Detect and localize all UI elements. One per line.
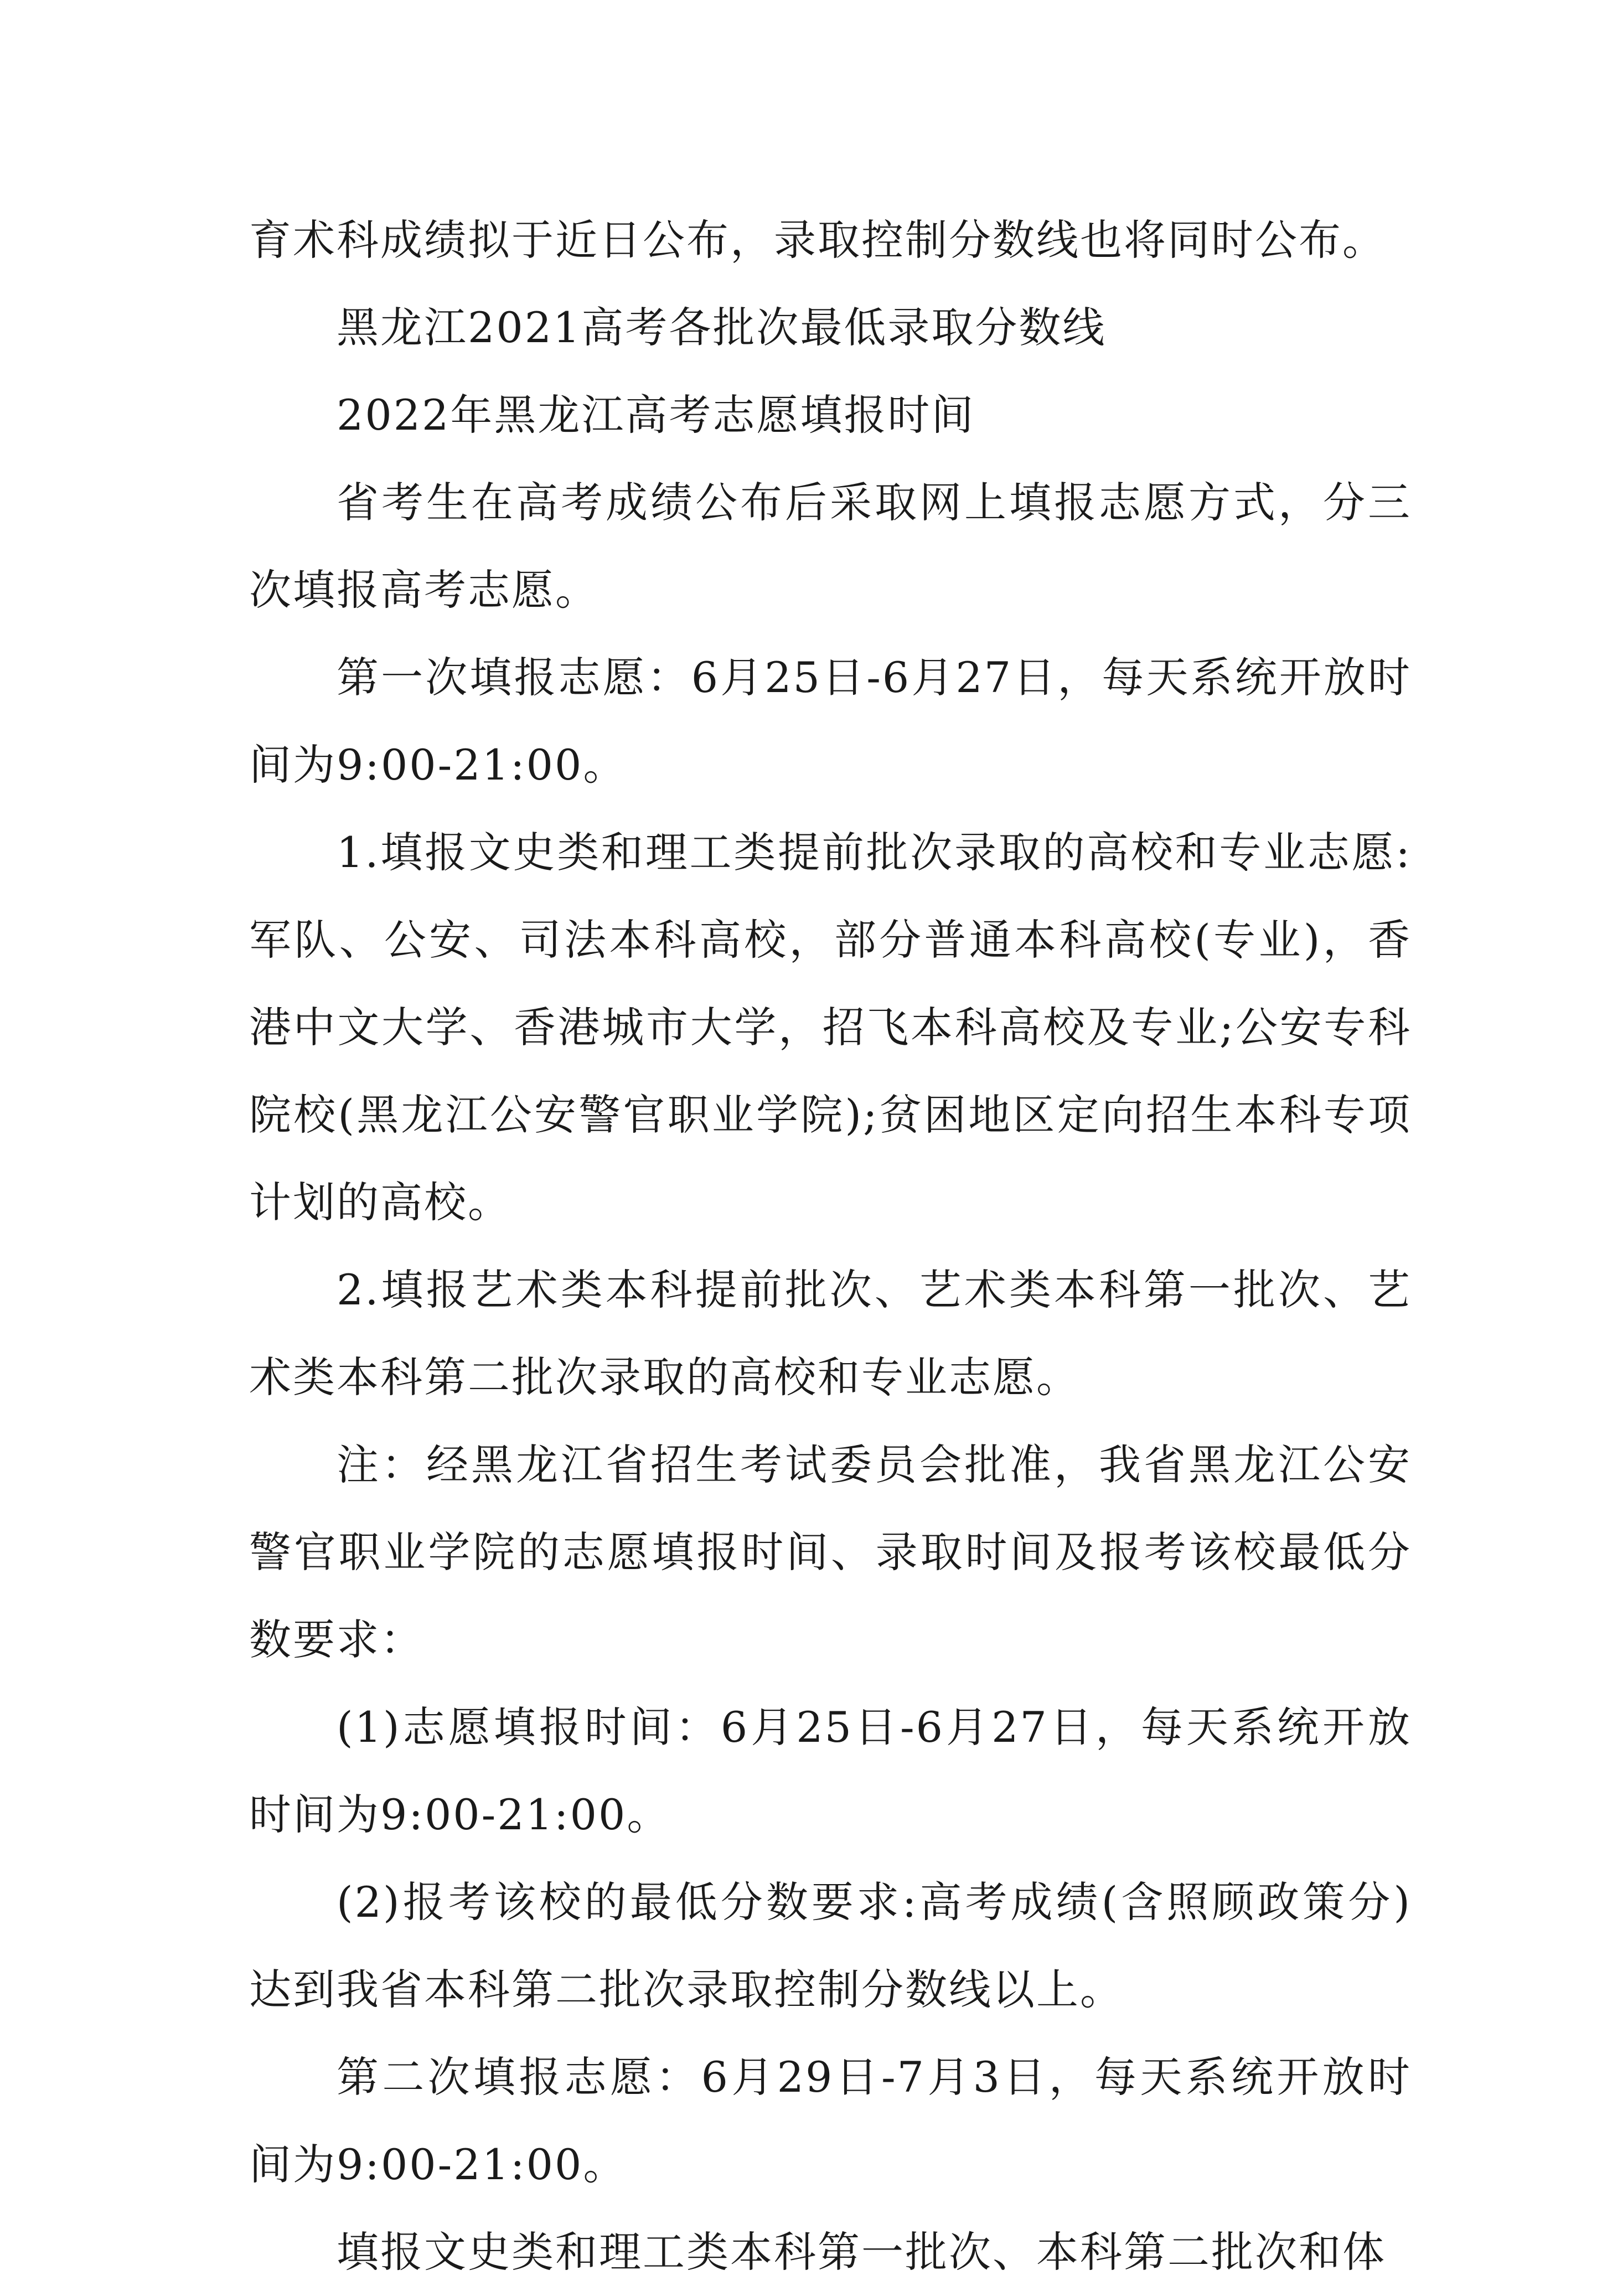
paragraph-1: 育术科成绩拟于近日公布，录取控制分数线也将同时公布。 — [249, 215, 1386, 265]
paragraph-4: 省考生在高考成绩公布后采取网上填报志愿方式，分三次填报高考志愿。 — [249, 478, 1412, 615]
paragraph-12: 填报文史类和理工类本科第一批次、本科第二批次和体 — [337, 2227, 1386, 2277]
paragraph-6: 1.填报文史类和理工类提前批次录取的高校和专业志愿:军队、公安、司法本科高校，部分普通本科高校(专业)，香港中文大学、香港城市大学，招飞本科高校及专业;公安专科院校(黑龙江公安警官职业学院);贫困地区定向招生本科专项计划的高校。 — [249, 828, 1412, 1227]
paragraph-10: (2)报考该校的最低分数要求:高考成绩(含照顾政策分)达到我省本科第二批次录取控制分数线以上。 — [249, 1877, 1412, 2014]
paragraph-3: 2022年黑龙江高考志愿填报时间 — [337, 390, 975, 440]
paragraph-11: 第二次填报志愿：6月29日-7月3日，每天系统开放时间为9:00-21:00。 — [249, 2052, 1412, 2189]
paragraph-8: 注：经黑龙江省招生考试委员会批准，我省黑龙江公安警官职业学院的志愿填报时间、录取时间及报考该校最低分数要求： — [249, 1440, 1412, 1664]
document-body — [249, 197, 1412, 2296]
paragraph-9: (1)志愿填报时间：6月25日-6月27日，每天系统开放时间为9:00-21:00。 — [249, 1702, 1412, 1839]
paragraph-2: 黑龙江2021高考各批次最低录取分数线 — [337, 303, 1107, 352]
paragraph-5: 第一次填报志愿：6月25日-6月27日，每天系统开放时间为9:00-21:00。 — [249, 653, 1412, 790]
paragraph-7: 2.填报艺术类本科提前批次、艺术类本科第一批次、艺术类本科第二批次录取的高校和专业志愿。 — [249, 1265, 1412, 1402]
